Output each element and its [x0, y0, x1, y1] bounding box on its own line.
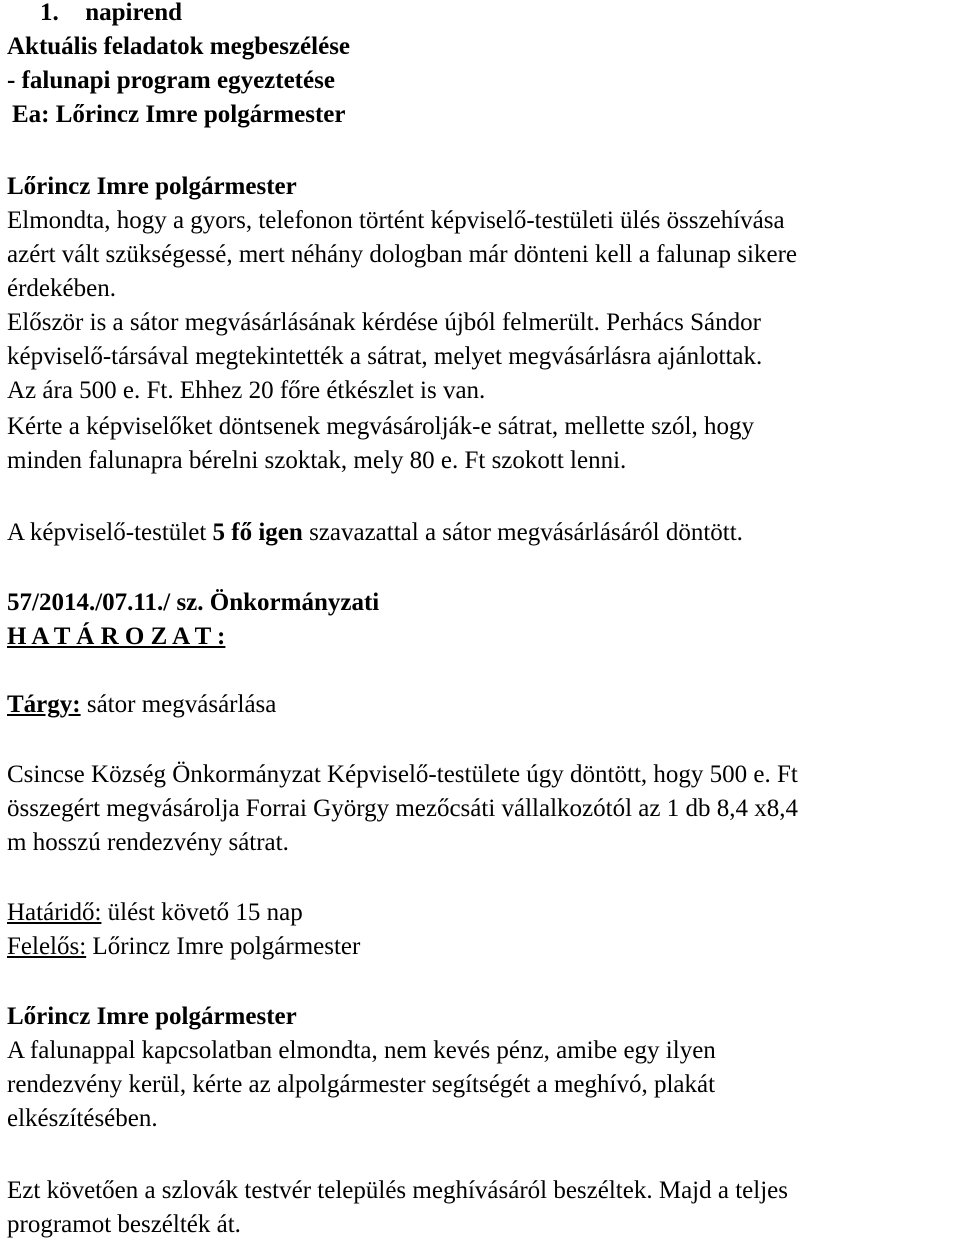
responsible-value: Lőrincz Imre polgármester [86, 933, 361, 960]
resolution-responsible [7, 932, 360, 962]
agenda-title [40, 0, 182, 28]
resolution-number: 57/2014./07.11./ sz. Önkormányzati [7, 589, 380, 616]
agenda-number: 1. [40, 0, 59, 26]
paragraph-line: érdekében. [7, 275, 116, 302]
paragraph-line: Ezt követően a szlovák testvér település meghívásáról beszéltek. Majd a teljes [7, 1177, 788, 1204]
speaker-name: Lőrincz Imre polgármester [7, 1003, 297, 1030]
deadline-label: Határidő: [7, 899, 102, 926]
paragraph-line: A falunappal kapcsolatban elmondta, nem kevés pénz, amibe egy ilyen [7, 1037, 716, 1064]
vote-result [7, 518, 743, 548]
resolution-body-line: Csincse Község Önkormányzat Képviselő-testülete úgy döntött, hogy 500 e. Ft [7, 761, 798, 788]
deadline-value: ülést követő 15 nap [101, 899, 303, 926]
vote-count: 5 fő igen [212, 519, 303, 546]
resolution-body-line: m hosszú rendezvény sátrat. [7, 829, 289, 856]
subject-label: Tárgy: [7, 691, 81, 718]
resolution-body-line: összegért megvásárolja Forrai György mezőcsáti vállalkozótól az 1 db 8,4 x8,4 [7, 795, 798, 822]
paragraph-line: rendezvény kerül, kérte az alpolgármester segítségét a meghívó, plakát [7, 1071, 716, 1098]
resolution-subject [7, 690, 276, 720]
paragraph-line: azért vált szükségessé, mert néhány dologban már dönteni kell a falunap sikere [7, 241, 797, 268]
speaker-name: Lőrincz Imre polgármester [7, 173, 297, 200]
vote-prefix: A képviselő-testület [7, 519, 213, 546]
paragraph-line: Elmondta, hogy a gyors, telefonon történt képviselő-testületi ülés összehívása [7, 207, 785, 234]
agenda-label: napirend [85, 0, 183, 26]
resolution-deadline [7, 898, 303, 928]
vote-suffix: szavazattal a sátor megvásárlásáról döntött. [302, 519, 743, 546]
paragraph-line: képviselő-társával megtekintették a sátrat, melyet megvásárlásra ajánlottak. [7, 343, 763, 370]
subject-value: sátor megvásárlása [80, 691, 277, 718]
responsible-label: Felelős: [7, 933, 87, 960]
paragraph-line: minden falunapra bérelni szoktak, mely 80 e. Ft szokott lenni. [7, 447, 627, 474]
paragraph-line: Először is a sátor megvásárlásának kérdése újból felmerült. Perhács Sándor [7, 309, 761, 336]
paragraph-line: elkészítésében. [7, 1105, 158, 1132]
paragraph-line: Az ára 500 e. Ft. Ehhez 20 főre étkészlet is van. [7, 377, 486, 404]
agenda-presenter: Ea: Lőrincz Imre polgármester [12, 101, 346, 128]
paragraph-line: Kérte a képviselőket döntsenek megvásárolják-e sátrat, mellette szól, hogy [7, 413, 754, 440]
agenda-heading: Aktuális feladatok megbeszélése [7, 33, 351, 60]
resolution-title: H A T Á R O Z A T : [7, 623, 226, 650]
agenda-subtopic: - falunapi program egyeztetése [7, 67, 335, 94]
paragraph-line: programot beszélték át. [7, 1211, 241, 1238]
